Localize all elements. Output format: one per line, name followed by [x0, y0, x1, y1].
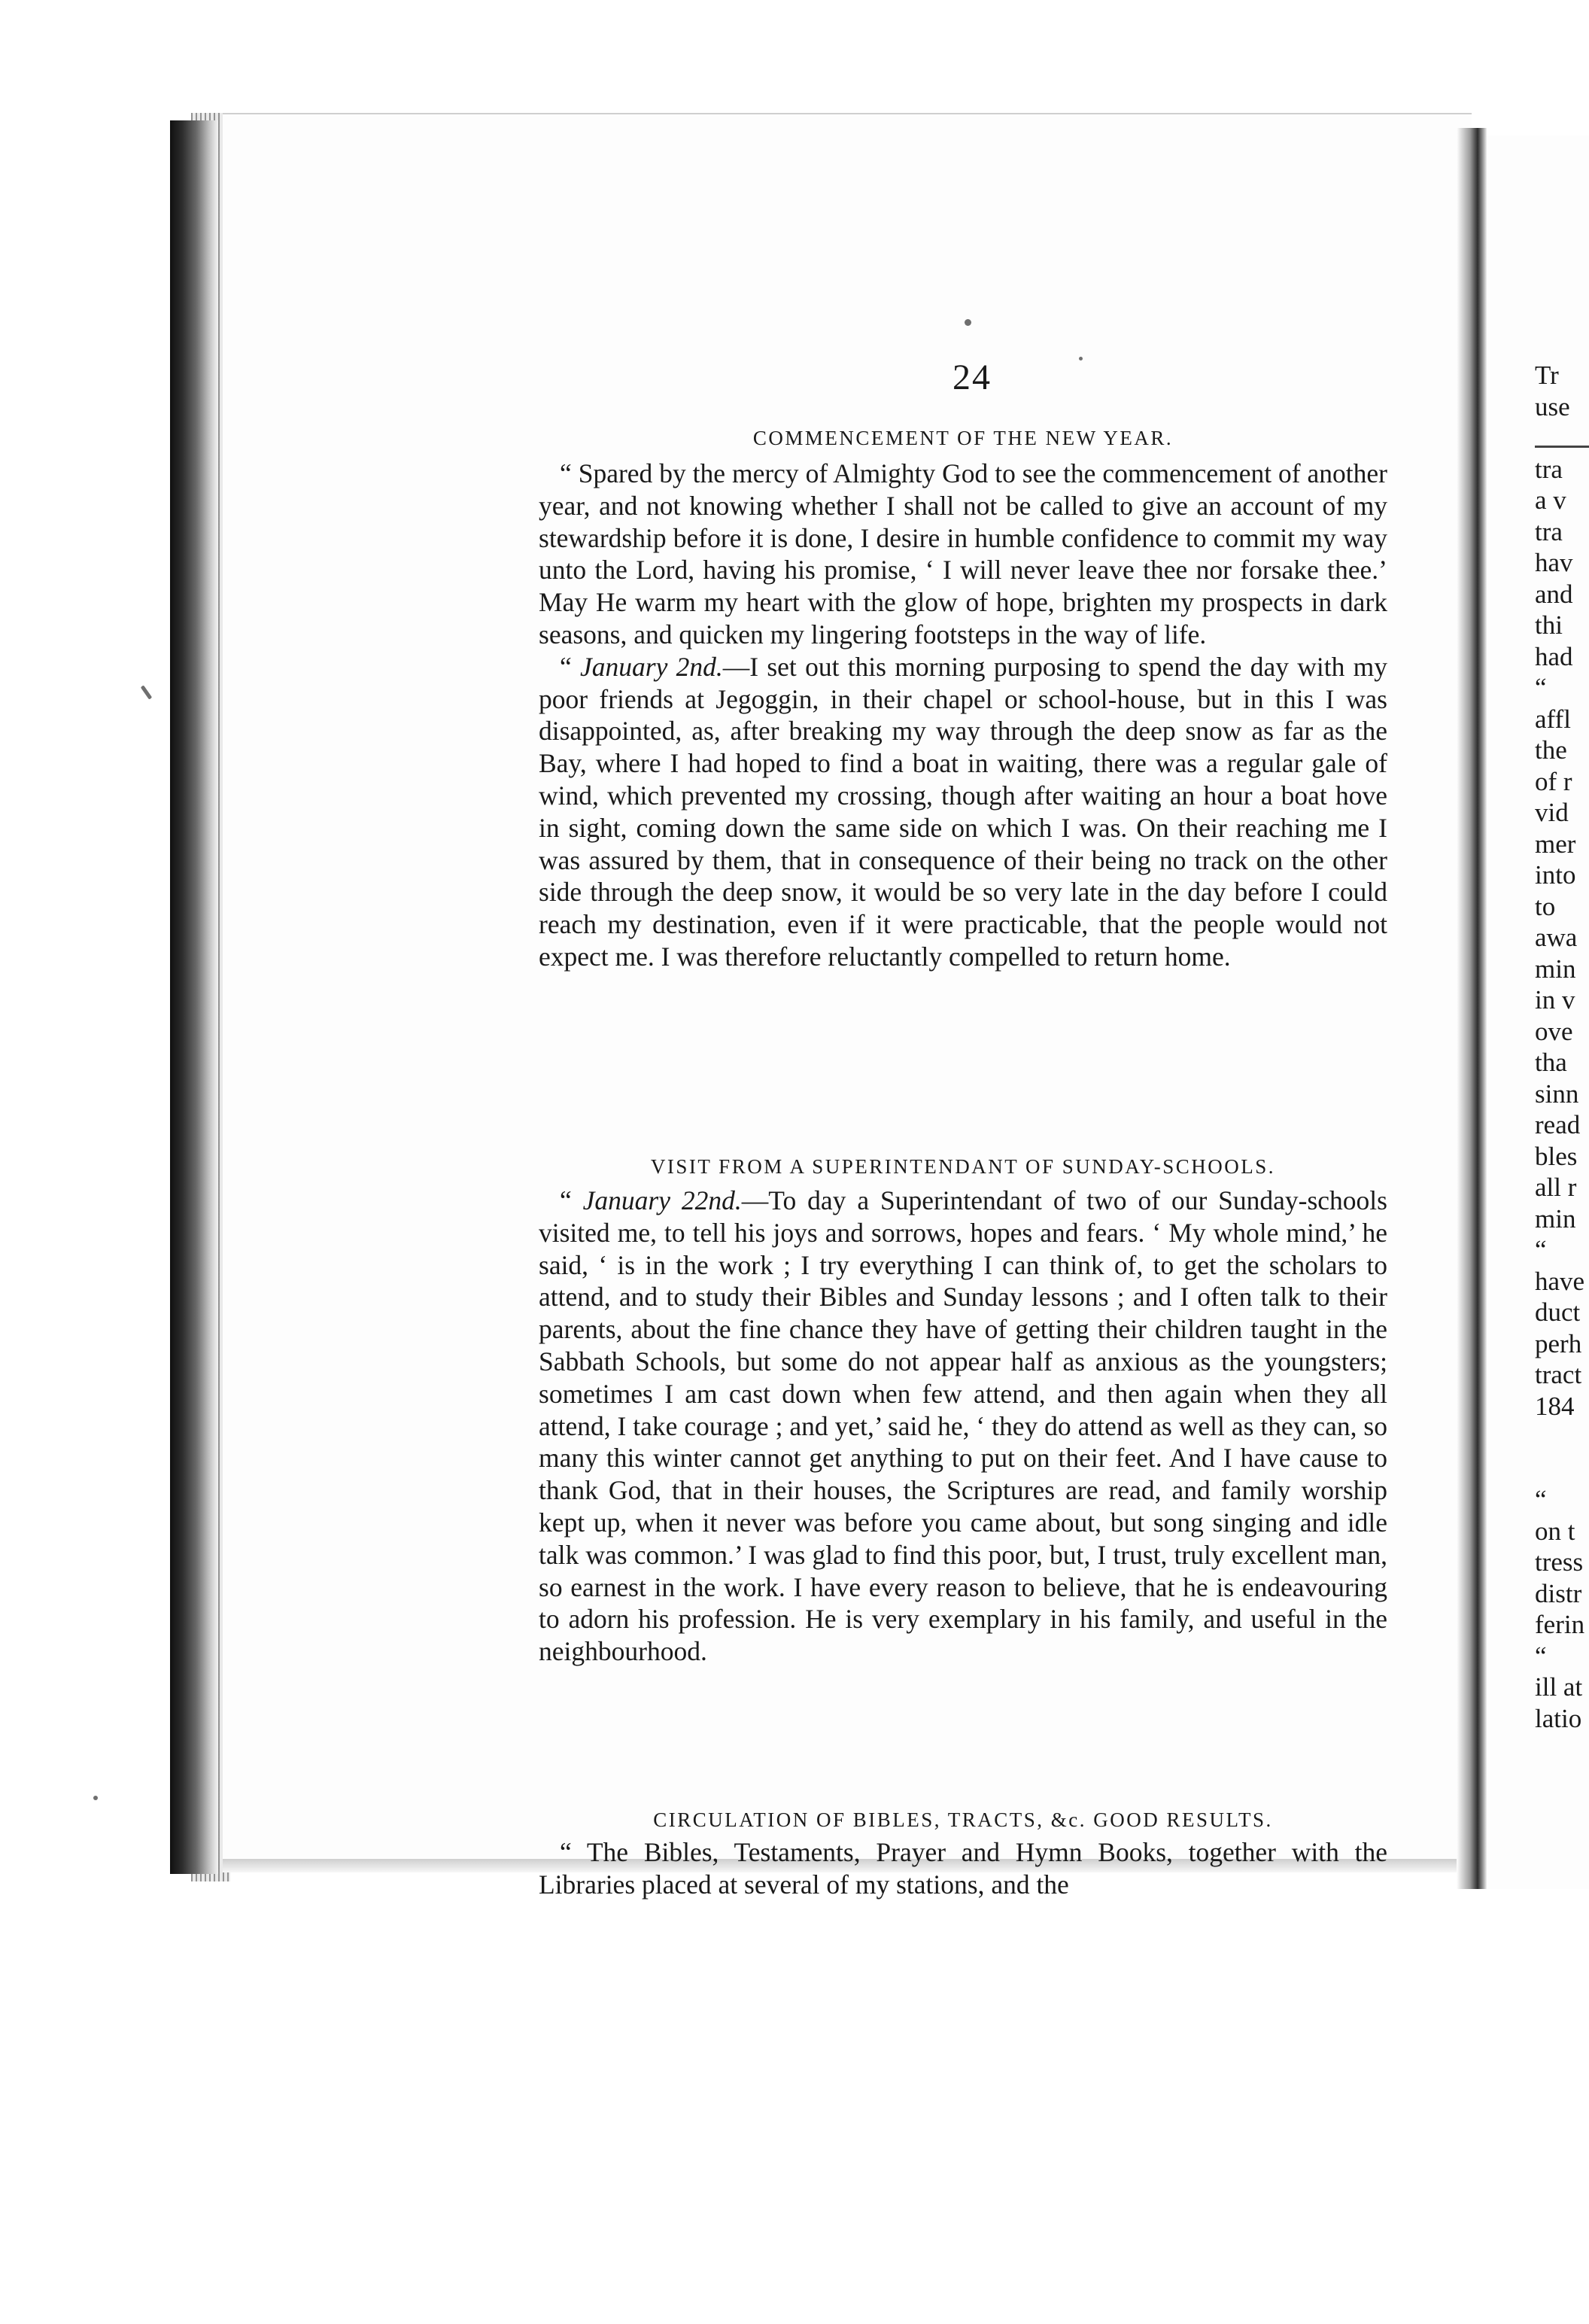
date-lead: January 2nd.: [580, 651, 723, 682]
quote-mark: “: [560, 651, 581, 682]
scan-speck: [965, 319, 971, 326]
right-page-rule: [1535, 446, 1589, 448]
right-page-fragment: read: [1535, 1110, 1581, 1139]
paragraph: [539, 651, 1387, 973]
right-page-fragment: had: [1535, 641, 1573, 671]
right-page-fragment: tha: [1535, 1048, 1567, 1077]
scan-speck: [93, 1796, 98, 1800]
right-page-fragment: in v: [1535, 985, 1575, 1014]
right-page-fragment: [1535, 422, 1589, 454]
section-circulation: [539, 1805, 1387, 1901]
right-page-fragment: all r: [1535, 1173, 1577, 1202]
right-page-fragment: ove: [1535, 1016, 1573, 1046]
right-page-fragment: ferin: [1535, 1610, 1585, 1639]
book-gutter: [1457, 128, 1487, 1889]
section-heading: VISIT FROM A SUPERINTENDANT OF SUNDAY-SCHOOLS.: [650, 1155, 1276, 1178]
right-page-fragment: 184: [1535, 1391, 1575, 1421]
right-page-fragment: on t: [1535, 1516, 1575, 1546]
paragraph-text: —I set out this morning purposing to spend the day with my poor friends at Jegoggin, in their chapel or school-house, but in this I was disappointed, as, after breaking my way through the deep snow as far as the Bay, where I had hoped to find a boat in waiting, there was a regular gale of wind, which prevented my crossing, though after waiting an hour a boat hove in sight, coming down the same side on which I was. On their reaching me I was assured by them, that in consequence of their being no track on the other side through the deep snow, it would be so very late in the day before I could reach my destination, even if it were practicable, that the people would not expect me. I was therefore reluctantly compelled to return home.: [539, 651, 1387, 972]
right-page-fragment: [1535, 1422, 1589, 1453]
right-page-fragment: into: [1535, 860, 1576, 890]
right-page-fragment: a v: [1535, 485, 1566, 515]
right-page-fragment: mer: [1535, 829, 1576, 859]
paragraph-text: “ The Bibles, Testaments, Prayer and Hymn Books, together with the Libraries placed at several of my stations, and the: [539, 1837, 1387, 1900]
right-page-fragment: awa: [1535, 923, 1578, 952]
right-page-text-fragments: [1535, 360, 1589, 1734]
paragraph-text: —To day a Superintendant of two of our Sunday-schools visited me, to tell his joys and sorrows, hopes and fears. ‘ My whole mind,’ he said, ‘ is in the work ; I try everything I can think of, to get the scholars to attend, and to study their Bibles and Sunday lessons ; and I often talk to their parents, about the fine chance they have of getting their children taught in the Sabbath Schools, but some do not appear half as anxious as the youngsters; sometimes I am cast down when few attend, and then again when they all attend, I take courage ; and yet,’ said he, ‘ they do attend as well as they can, so many this winter cannot get anything to put on their feet. And I have cause to thank God, that in their houses, the Scriptures are read, and family worship kept up, when it never was before you came about, but song singing and idle talk was common.’ I was glad to find this poor, but, I trust, truly excellent man, so earnest in the work. I have every reason to believe, that he is endeavouring to adorn his profession. He is very exemplary in his family, and useful in the neighbourhood.: [539, 1185, 1387, 1667]
right-page-fragment: and: [1535, 579, 1573, 609]
quote-mark: “: [560, 1185, 583, 1215]
section-new-year: [539, 423, 1387, 973]
right-page-fragment: min: [1535, 954, 1576, 984]
binding-shadow: [170, 120, 218, 1874]
right-page-fragment: tra: [1535, 454, 1563, 484]
section-heading: CIRCULATION OF BIBLES, TRACTS, &c. GOOD RESULTS.: [653, 1808, 1273, 1831]
right-page-fragment: “: [1535, 1485, 1547, 1514]
right-page-fragment: Tr: [1535, 360, 1559, 390]
right-page-fragment: affl: [1535, 704, 1571, 734]
right-page-fragment: use: [1535, 391, 1570, 421]
right-page-fragment: to: [1535, 891, 1556, 921]
right-page-fragment: sinn: [1535, 1078, 1579, 1109]
paragraph: [539, 458, 1387, 651]
right-page-fragment: min: [1535, 1203, 1576, 1233]
paragraph: [539, 1185, 1387, 1668]
right-page-fragment: [1535, 1453, 1589, 1485]
right-page-fragment: “: [1535, 1235, 1547, 1264]
right-page-fragment: “: [1535, 673, 1547, 702]
right-page-fragment: vid: [1535, 798, 1569, 827]
right-page-fragment: bles: [1535, 1141, 1578, 1171]
right-page-fragment: hav: [1535, 548, 1573, 577]
right-page-fragment: of r: [1535, 766, 1572, 796]
page-number: 24: [952, 357, 992, 397]
right-page-fragment: duct: [1535, 1297, 1581, 1327]
right-page-fragment: tress: [1535, 1547, 1584, 1577]
scan-speck: [141, 685, 153, 699]
right-page-fragment: tract: [1535, 1360, 1582, 1389]
right-page-fragment: latio: [1535, 1703, 1582, 1733]
right-page-fragment: the: [1535, 735, 1567, 765]
section-heading: COMMENCEMENT OF THE NEW YEAR.: [752, 427, 1174, 449]
right-page-fragment: ill at: [1535, 1672, 1583, 1702]
section-sunday-schools: [539, 1151, 1387, 1668]
right-page-fragment: have: [1535, 1266, 1585, 1296]
scan-speck: [1079, 357, 1083, 360]
paragraph-text: “ Spared by the mercy of Almighty God to see the commencement of another year, and not knowing whether I shall not be called to give an account of my stewardship before it is done, I desire in humble confidence to commit my way unto the Lord, having his promise, ‘ I will never leave thee nor forsake thee.’ May He warm my heart with the glow of hope, brighten my prospects in dark seasons, and quicken my lingering footsteps in the way of life.: [539, 458, 1387, 649]
right-page-fragment: perh: [1535, 1328, 1582, 1358]
right-page-fragment: tra: [1535, 516, 1563, 546]
right-page-fragment: thi: [1535, 610, 1563, 640]
right-page-fragment: distr: [1535, 1578, 1582, 1608]
paragraph: [539, 1836, 1387, 1901]
right-page-fragment: “: [1535, 1641, 1547, 1671]
date-lead: January 22nd.: [582, 1185, 742, 1215]
